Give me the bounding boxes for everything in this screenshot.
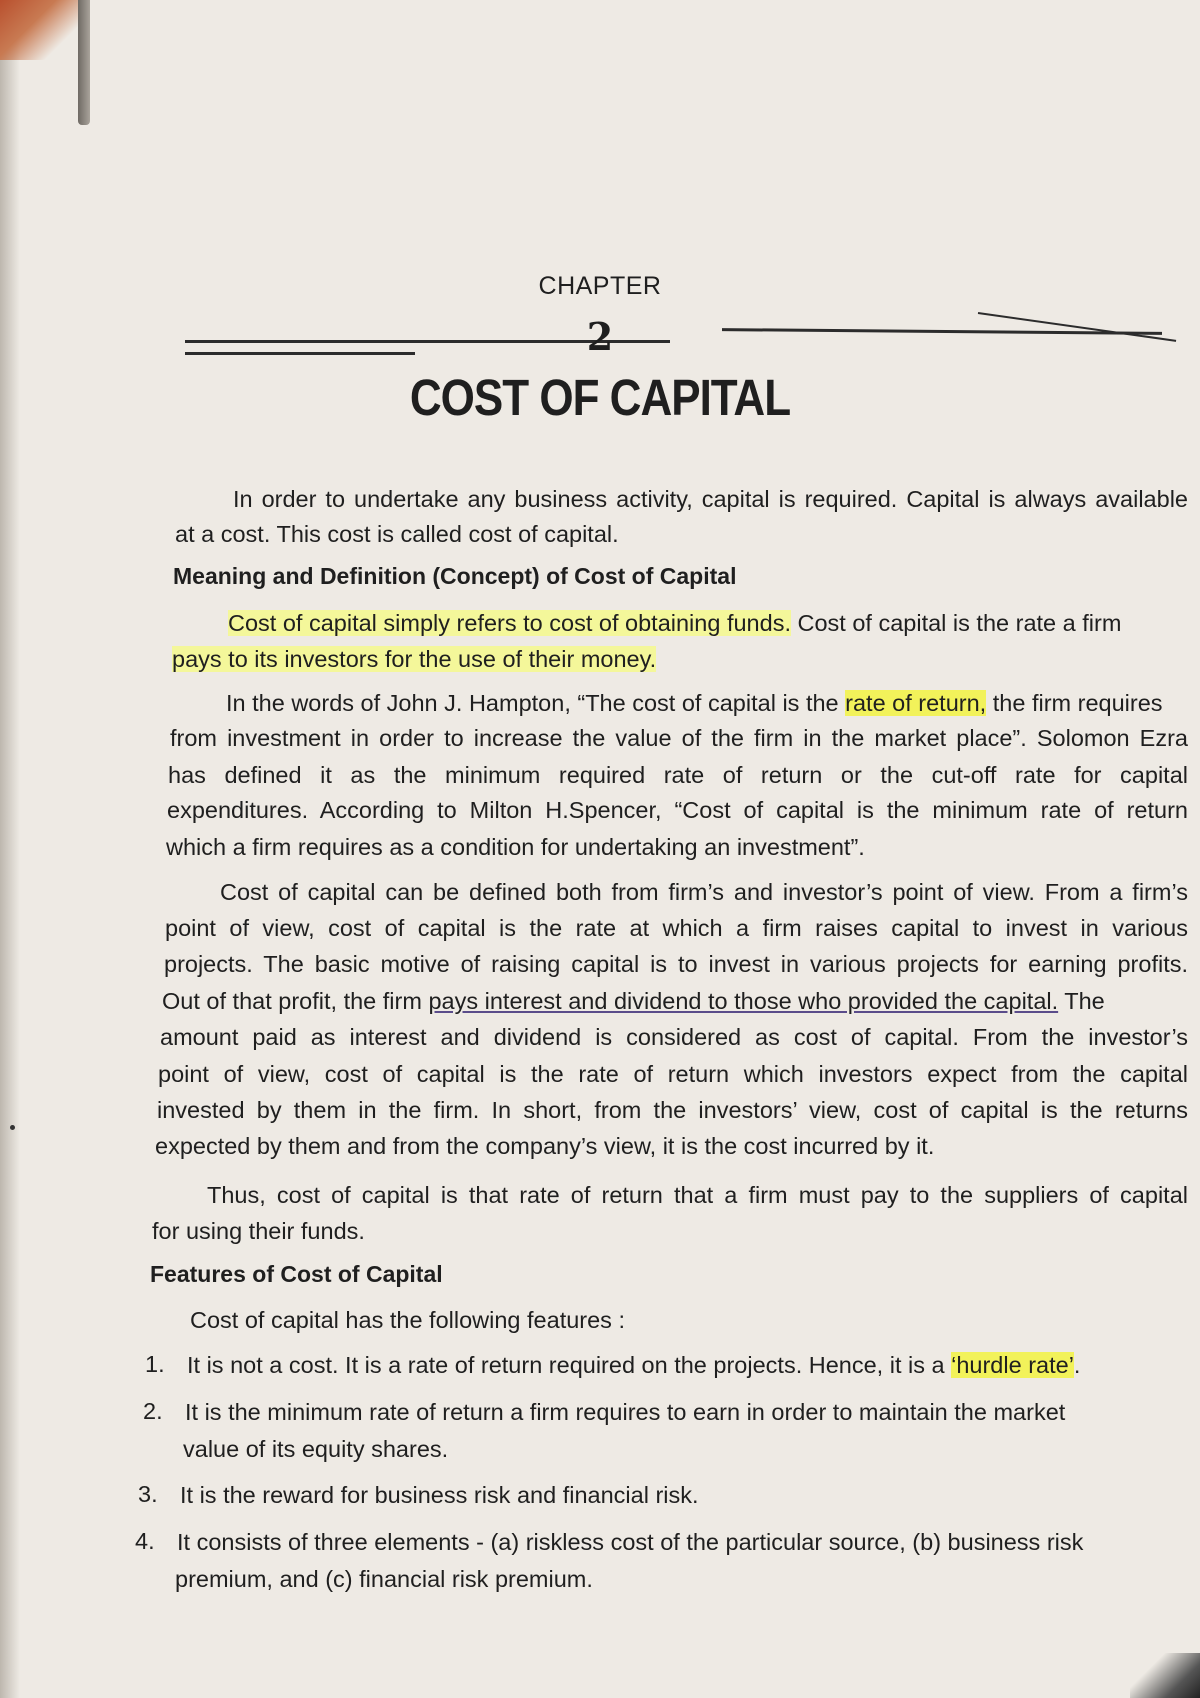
underlined-text: pays interest and dividend to those who provided the capital. [428, 988, 1059, 1014]
meaning-p3-line-3: projects. The basic motive of raising capital is to invest in various projects for earning profits. [164, 951, 1188, 977]
margin-dot [10, 1125, 15, 1130]
text-span: It is not a cost. It is a rate of return required on the projects. Hence, it is a [187, 1352, 952, 1378]
chapter-title: COST OF CAPITAL [409, 370, 791, 427]
page-corner-bottom-right [1130, 1653, 1200, 1698]
meaning-p1-line-2 [172, 644, 656, 674]
intro-line-1: In order to undertake any business activity, capital is required. Capital is always available [233, 486, 1188, 512]
meaning-p2-line-4: expenditures. According to Milton H.Spencer, “Cost of capital is the minimum rate of return [167, 797, 1188, 823]
highlighted-text: ‘hurdle rate’ [951, 1352, 1074, 1378]
feature-2-line-2: value of its equity shares. [183, 1436, 449, 1462]
meaning-p3-line-6: point of view, cost of capital is the rate of return which investors expect from the capital [158, 1061, 1188, 1087]
page-shadow-left [0, 0, 20, 1698]
text-span: the firm requires [986, 690, 1163, 716]
page-corner-top-left [0, 0, 80, 60]
text-span: Out of that profit, the firm [162, 988, 429, 1014]
meaning-p3-line-7: invested by them in the firm. In short, from the investors’ view, cost of capital is the returns [157, 1097, 1188, 1123]
text-span: In the words of John J. Hampton, “The cost of capital is the [226, 690, 846, 716]
meaning-p3-line-4 [162, 986, 1192, 1016]
meaning-p2-line-2: from investment in order to increase the value of the firm in the market place”. Solomon Ezra [170, 725, 1188, 751]
meaning-p3-line-1: Cost of capital can be defined both from firm’s and investor’s point of view. From a firm’s [220, 879, 1188, 905]
meaning-p4-line-2: for using their funds. [152, 1218, 365, 1244]
list-item-number: 4. [135, 1528, 155, 1554]
text-span: Cost of capital is the rate a firm [790, 610, 1122, 636]
feature-1-line-1 [187, 1350, 1080, 1380]
list-item-number: 2. [143, 1398, 163, 1424]
feature-4-line-2: premium, and (c) financial risk premium. [175, 1566, 593, 1592]
meaning-p2-line-1 [226, 688, 1163, 718]
meaning-p3-line-8: expected by them and from the company’s view, it is the cost incurred by it. [155, 1133, 935, 1159]
feature-2-line-1: It is the minimum rate of return a firm requires to earn in order to maintain the market [185, 1399, 1066, 1425]
highlighted-text: rate of return, [845, 690, 987, 716]
section-heading-meaning: Meaning and Definition (Concept) of Cost of Capital [173, 563, 737, 589]
meaning-p4-line-1: Thus, cost of capital is that rate of return that a firm must pay to the suppliers of capital [207, 1182, 1188, 1208]
intro-line-2: at a cost. This cost is called cost of capital. [175, 521, 619, 547]
feature-4-line-1: It consists of three elements - (a) riskless cost of the particular source, (b) business risk [177, 1529, 1084, 1555]
text-span: The [1058, 988, 1105, 1014]
highlighted-text: pays to its investors for the use of their money. [172, 646, 657, 672]
chapter-number: 2 [586, 314, 614, 359]
section-heading-features: Features of Cost of Capital [150, 1261, 443, 1287]
features-intro: Cost of capital has the following features : [190, 1307, 625, 1333]
meaning-p2-line-5: which a firm requires as a condition for undertaking an investment”. [166, 834, 865, 860]
list-item-number: 1. [145, 1351, 165, 1377]
list-item-number: 3. [138, 1481, 158, 1507]
meaning-p3-line-2: point of view, cost of capital is the rate at which a firm raises capital to invest in various [165, 915, 1188, 941]
meaning-p3-line-5: amount paid as interest and dividend is considered as cost of capital. From the investor’s [160, 1024, 1188, 1050]
binding-mark [78, 0, 90, 125]
meaning-p2-line-3: has defined it as the minimum required rate of return or the cut-off rate for capital [168, 762, 1188, 788]
meaning-p1-line-1 [228, 608, 1188, 638]
chapter-label: CHAPTER [538, 272, 662, 300]
text-span: . [1073, 1352, 1081, 1378]
highlighted-text: Cost of capital simply refers to cost of obtaining funds. [228, 610, 791, 636]
feature-3-line-1: It is the reward for business risk and financial risk. [180, 1482, 699, 1508]
